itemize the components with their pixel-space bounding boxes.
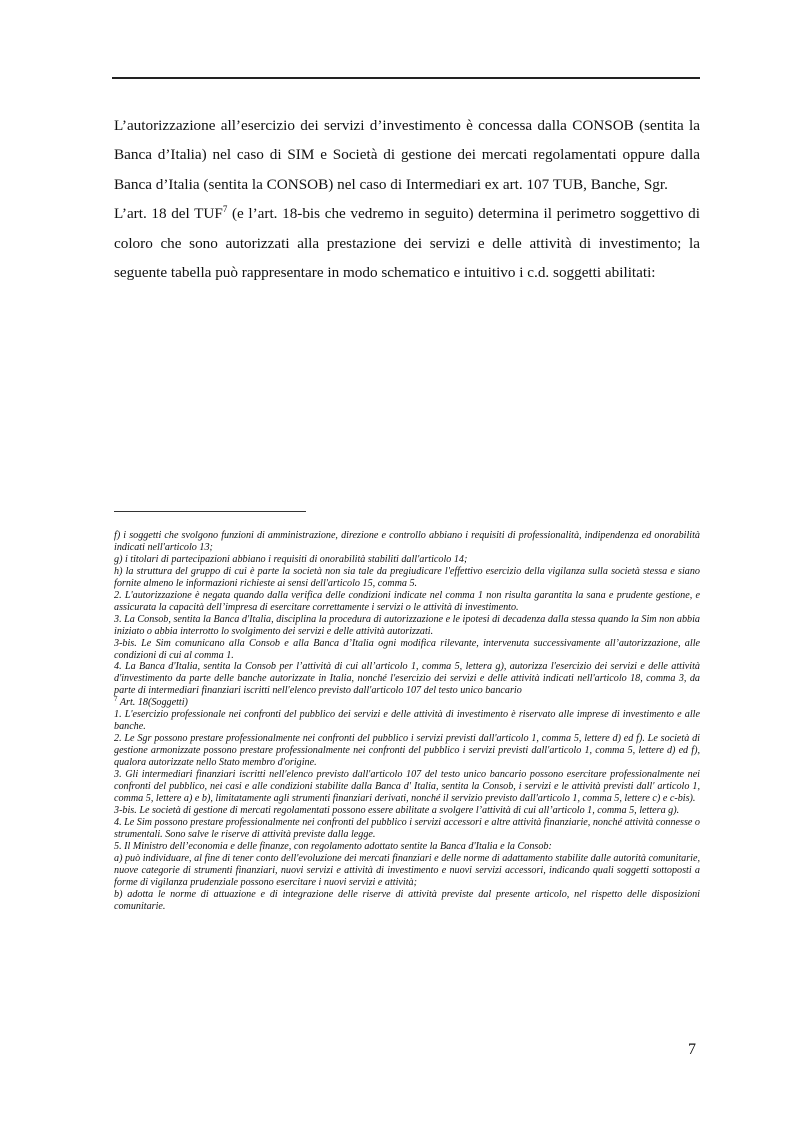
paragraph-authorization: L’autorizzazione all’esercizio dei servizi d’investimento è concessa dalla CONSOB (sentita la Banca d’Italia) nel caso di SIM e Società di gestione dei mercati regolamentati oppure dalla Banca d’Italia (sentita la CONSOB) nel caso di Intermediari ex art. 107 TUB, Banche, Sgr. bbox=[114, 117, 700, 193]
footnote-line: 2. L'autorizzazione è negata quando dalla verifica delle condizioni indicate nel comma 1 non risulta garantita la sana e prudente gestione, e assicurata la capacità dell’impresa di esercitare correttamente i servizi o le attività di investimento. bbox=[114, 589, 700, 613]
footnote-line: 4. La Banca d'Italia, sentita la Consob per l’attività di cui all’articolo 1, comma 5, lettera g), autorizza l'esercizio dei servizi e delle attività d'investimento da parte delle banche autorizzate in Italia, nonché l'esercizio dei servizi e delle attività indicati nell'articolo 18, comma 3, da parte di intermediari finanziari iscritti nell'elenco previsto dall'articolo 107 del testo unico bancario bbox=[114, 661, 700, 697]
footnote-line: 1. L'esercizio professionale nei confronti del pubblico dei servizi e delle attività di investimento è riservato alle imprese di investimento e alle banche. bbox=[114, 709, 700, 733]
page-number: 7 bbox=[688, 1041, 696, 1058]
body-text bbox=[114, 111, 700, 287]
paragraph-art-18 bbox=[114, 199, 700, 287]
footnote-line: 5. Il Ministro dell’economia e delle finanze, con regolamento adottato sentite la Banca d'Italia e la Consob: bbox=[114, 840, 552, 852]
footnote-7-heading bbox=[114, 697, 700, 709]
footnote-line: h) la struttura del gruppo di cui è parte la società non sia tale da pregiudicare l'effettivo esercizio della vigilanza sulla società stessa e siano fornite almeno le informazioni richieste ai sensi dell'articolo 15, comma 5. bbox=[114, 565, 700, 589]
footnote-line: a) può individuare, al fine di tener conto dell'evoluzione dei mercati finanziari e delle norme di adattamento stabilite dalle autorità comunitarie, nuove categorie di strumenti finanziari, nuovi servizi e attività di investimento e nuovi servizi accessori, indicando quali soggetti sottoposti a forme di vigilanza prudenziale possono esercitare i nuovi servizi e attività; bbox=[114, 852, 700, 888]
footnote-line: 3. Gli intermediari finanziari iscritti nell'elenco previsto dall'articolo 107 del testo unico bancario possono esercitare professionalmente nei confronti del pubblico, nei casi e alle condizioni stabilite dalla Banca d' Italia, sentita la Consob, i servizi e le attività previsti dall' articolo 1, comma 5, lettere a) e b), limitatamente agli strumenti finanziari derivati, nonché il servizio previsto dall'articolo 1, comma 5, lettere c) e c-bis). bbox=[114, 769, 700, 804]
footnote-line: 3-bis. Le Sim comunicano alla Consob e alla Banca d’Italia ogni modifica rilevante, intervenuta successivamente all’autorizzazione, alle condizioni di cui al comma 1. bbox=[114, 637, 700, 661]
footnote-line: f) i soggetti che svolgono funzioni di amministrazione, direzione e controllo abbiano i requisiti di professionalità, indipendenza ed onorabilità indicati nell'articolo 13; bbox=[114, 530, 700, 553]
footnotes bbox=[114, 530, 700, 913]
footnote-line: g) i titolari di partecipazioni abbiano i requisiti di onorabilità stabiliti dall'articolo 14; bbox=[114, 553, 468, 565]
footnote-7-number: 7 bbox=[114, 695, 118, 704]
footnote-reference: 7 bbox=[222, 204, 228, 215]
footnote-line: 3-bis. Le società di gestione di mercati regolamentati possono essere abilitate a svolgere l’attività di cui all’articolo 1, comma 5, lettera g). bbox=[114, 804, 680, 816]
footnote-7-title: Art. 18(Soggetti) bbox=[117, 697, 188, 709]
footnote-line: b) adotta le norme di attuazione e di integrazione delle riserve di attività previste dal presente articolo, nel rispetto delle disposizioni comunitarie. bbox=[114, 888, 700, 912]
header-rule bbox=[112, 77, 700, 79]
footnote-separator bbox=[114, 511, 306, 512]
footnote-line: 3. La Consob, sentita la Banca d'Italia, disciplina la procedura di autorizzazione e le ipotesi di decadenza dalla stessa quando la Sim non abbia iniziato o abbia interrotto lo svolgimento dei servizi e delle attività autorizzati. bbox=[114, 613, 700, 637]
footnote-line: 4. Le Sim possono prestare professionalmente nei confronti del pubblico i servizi accessori e altre attività finanziarie, nonché attività connesse o strumentali. Sono salve le riserve di attività previste dalla legge. bbox=[114, 816, 700, 840]
paragraph-art-18-rest: (e l’art. 18-bis che vedremo in seguito) determina il perimetro soggettivo di coloro che sono autorizzati alla prestazione dei servizi e delle attività di investimento; la seguente tabella può rappresentare in modo schematico e intuitivo i c.d. soggetti abilitati: bbox=[114, 205, 700, 282]
footnote-line: 2. Le Sgr possono prestare professionalmente nei confronti del pubblico i servizi previsti dall'articolo 1, comma 5, lettere d) ed f). Le società di gestione armonizzate possono prestare professionalmente nei confronti del pubblico i servizi previsti dall'articolo 1, comma 5, lettere d) ed f), qualora autorizzate nello Stato membro d'origine. bbox=[114, 733, 700, 769]
paragraph-art-18-lead: L’art. 18 del TUF bbox=[114, 205, 223, 223]
